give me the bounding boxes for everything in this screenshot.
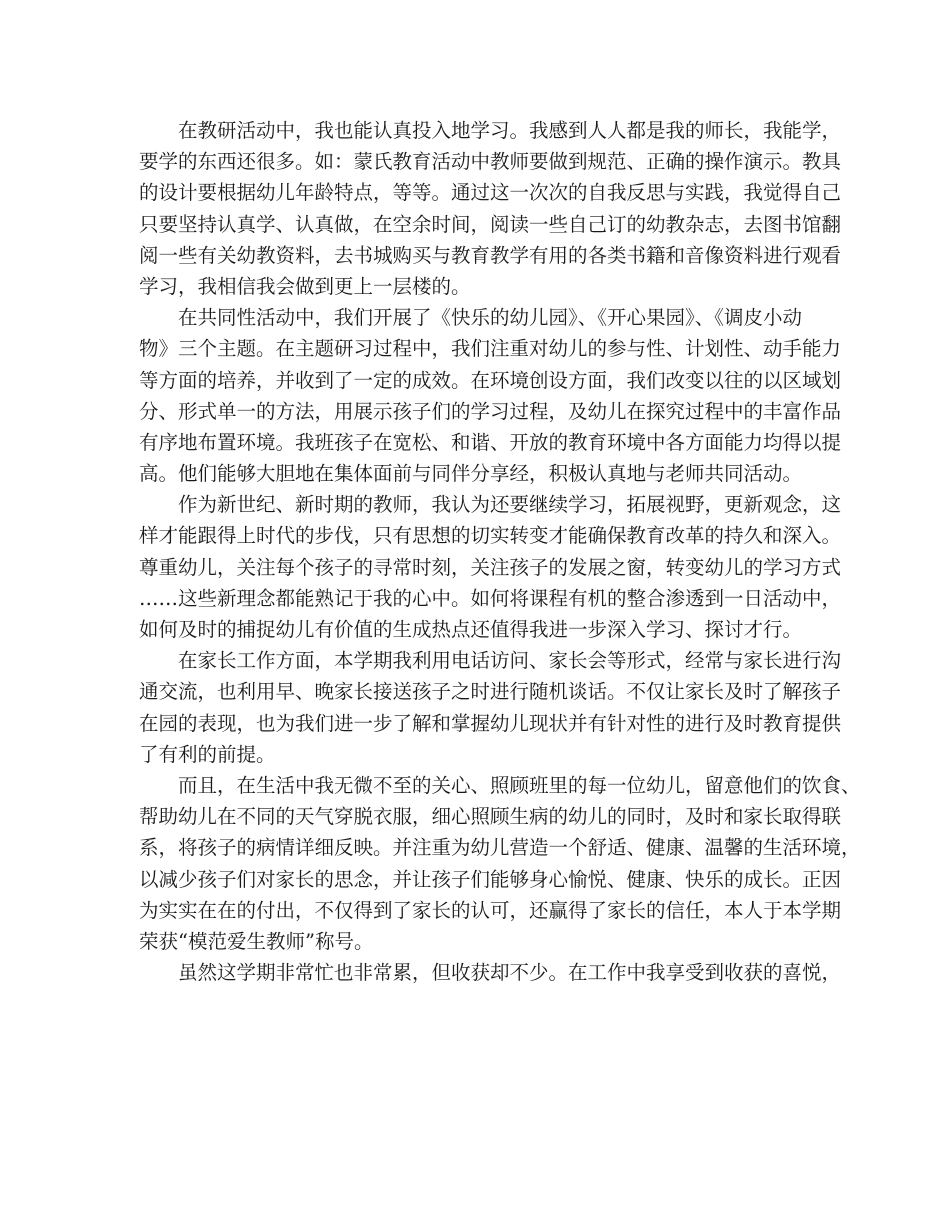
text-line: 等方面的培养，并收到了一定的成效。在环境创设方面，我们改变以往的以区域划 bbox=[139, 368, 842, 392]
text-line: 高。他们能够大胆地在集体面前与同伴分享经，积极认真地与老师共同活动。 bbox=[139, 462, 803, 486]
text-line: 在共同性活动中，我们开展了《快乐的幼儿园》、《开心果园》、《调皮小动 bbox=[178, 306, 803, 330]
text-line: 的设计要根据幼儿年龄特点，等等。通过这一次次的自我反思与实践，我觉得自己 bbox=[139, 181, 842, 205]
text-line: 如何及时的捕捉幼儿有价值的生成热点还值得我进一步深入学习、探讨才行。 bbox=[139, 618, 803, 641]
text-line: 学习，我相信我会做到更上一层楼的。 bbox=[139, 274, 471, 298]
text-line: 为实实在在的付出，不仅得到了家长的认可，还赢得了家长的信任，本人于本学期 bbox=[139, 898, 842, 922]
text-line: 作为新世纪、新时期的教师，我认为还要继续学习，拓展视野，更新观念，这 bbox=[178, 493, 842, 517]
paragraph-summary bbox=[139, 957, 842, 988]
text-line: 物》三个主题。在主题研习过程中，我们注重对幼儿的参与性、计划性、动手能力 bbox=[139, 337, 842, 361]
text-line: 样才能跟得上时代的步伐，只有思想的切实转变才能确保教育改革的持久和深入。 bbox=[139, 524, 842, 548]
text-line: 只要坚持认真学、认真做，在空余时间，阅读一些自己订的幼教杂志，去图书馆翻 bbox=[139, 212, 842, 236]
document-body bbox=[139, 115, 861, 988]
text-line: 分、形式单一的方法，用展示孩子们的学习过程，及幼儿在探究过程中的丰富作品 bbox=[139, 399, 842, 423]
text-line: 要学的东西还很多。如：蒙氏教育活动中教师要做到规范、正确的操作演示。教具 bbox=[139, 150, 842, 174]
paragraph-teaching-research bbox=[139, 115, 842, 302]
text-line: 在家长工作方面，本学期我利用电话访问、家长会等形式，经常与家长进行沟 bbox=[178, 649, 842, 673]
text-line: 帮助幼儿在不同的天气穿脱衣服，细心照顾生病的幼儿的同时，及时和家长取得联 bbox=[139, 805, 842, 829]
text-line: 在教研活动中，我也能认真投入地学习。我感到人人都是我的师长，我能学， bbox=[178, 119, 842, 142]
text-line: 有序地布置环境。我班孩子在宽松、和谐、开放的教育环境中各方面能力均得以提 bbox=[139, 430, 842, 454]
text-line: 在园的表现，也为我们进一步了解和掌握幼儿现状并有针对性的进行及时教育提供 bbox=[139, 711, 842, 735]
text-line: 而且，在生活中我无微不至的关心、照顾班里的每一位幼儿，留意他们的饮食、 bbox=[178, 773, 861, 797]
paragraph-continued-learning bbox=[139, 489, 842, 645]
text-line: 通交流，也利用早、晚家长接送孩子之时进行随机谈话。不仅让家长及时了解孩子 bbox=[139, 680, 842, 704]
paragraph-parent-work bbox=[139, 645, 842, 770]
text-line: 尊重幼儿，关注每个孩子的寻常时刻，关注孩子的发展之窗，转变幼儿的学习方式 bbox=[139, 555, 842, 579]
text-line: 阅一些有关幼教资料，去书城购买与教育教学有用的各类书籍和音像资料进行观看 bbox=[139, 243, 842, 267]
paragraph-daily-care bbox=[139, 770, 861, 957]
paragraph-common-activities bbox=[139, 302, 842, 489]
text-line: 虽然这学期非常忙也非常累，但收获却不少。在工作中我享受到收获的喜悦， bbox=[178, 961, 842, 985]
text-line: 了有利的前提。 bbox=[139, 742, 276, 766]
text-line: ……这些新理念都能熟记于我的心中。如何将课程有机的整合渗透到一日活动中， bbox=[139, 586, 842, 610]
text-line: 以减少孩子们对家长的思念，并让孩子们能够身心愉悦、健康、快乐的成长。正因 bbox=[139, 867, 842, 891]
text-line: 系，将孩子的病情详细反映。并注重为幼儿营造一个舒适、健康、温馨的生活环境， bbox=[139, 836, 861, 860]
text-line: 荣获“模范爱生教师”称号。 bbox=[139, 929, 374, 953]
